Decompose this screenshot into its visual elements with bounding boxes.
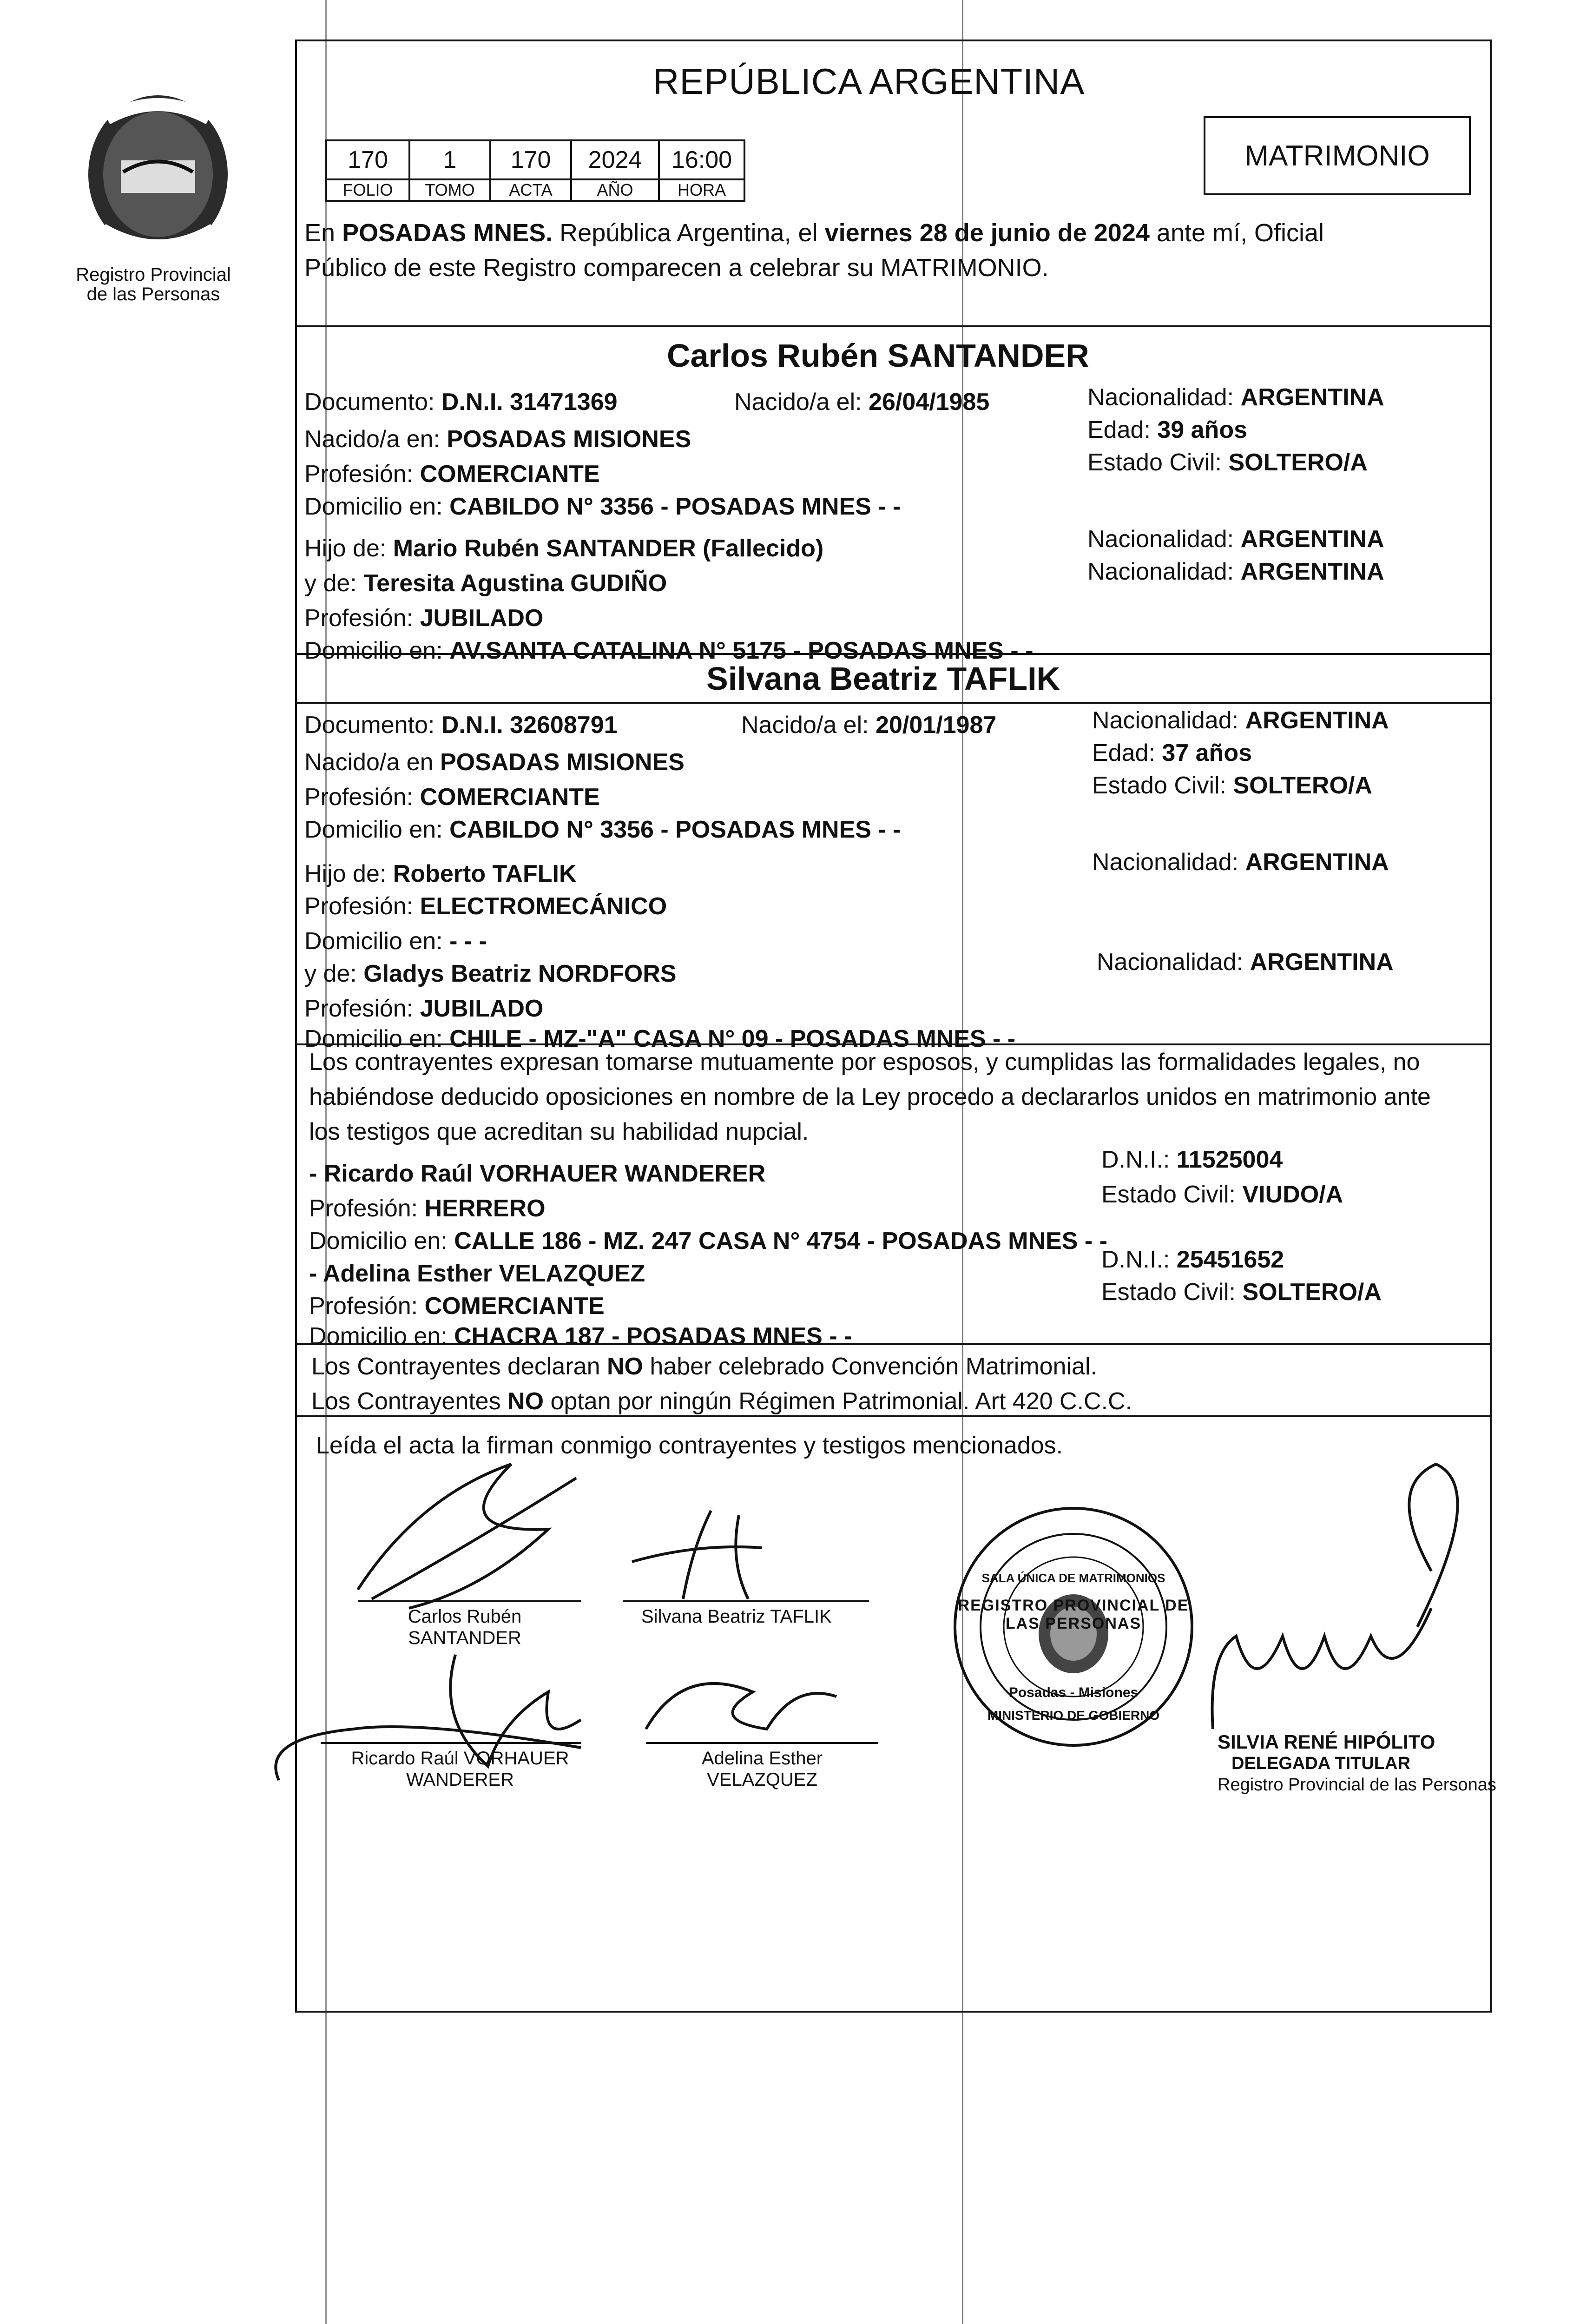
value: COMERCIANTE: [420, 784, 600, 811]
value: Gladys Beatriz NORDFORS: [363, 960, 677, 987]
anio-value: 2024: [571, 140, 659, 179]
value: CABILDO N° 3356 - POSADAS MNES - -: [449, 816, 901, 843]
value: COMERCIANTE: [420, 461, 600, 488]
intro-place: POSADAS MNES.: [342, 219, 553, 247]
officer-title: DELEGADA TITULAR: [1231, 1754, 1410, 1773]
label: Nacionalidad:: [1092, 849, 1239, 876]
label: Profesión:: [304, 893, 414, 920]
witness-1-name: - Ricardo Raúl VORHAUER WANDERER: [309, 1160, 766, 1187]
witness-2-signature-caption: [655, 1748, 869, 1790]
seal-inner-text: SALA ÚNICA DE MATRIMONIOS: [981, 1571, 1165, 1585]
value: 20/01/1987: [876, 712, 997, 739]
witness-2-name: - Adelina Esther VELAZQUEZ: [309, 1260, 645, 1287]
label: Nacionalidad:: [1087, 558, 1234, 585]
value: JUBILADO: [420, 605, 544, 632]
hora-label: HORA: [659, 179, 744, 201]
value: AV.SANTA CATALINA N° 5175 - POSADAS MNES - -: [449, 637, 1034, 664]
label: Edad:: [1092, 739, 1155, 766]
officer-office: Registro Provincial de las Personas: [1218, 1775, 1496, 1795]
label: Nacionalidad:: [1087, 526, 1234, 553]
value: 39 años: [1157, 416, 1247, 443]
caption-line: VELAZQUEZ: [707, 1769, 817, 1790]
folio-label: FOLIO: [326, 179, 409, 201]
label: D.N.I.:: [1101, 1146, 1170, 1173]
label: Domicilio en:: [304, 928, 443, 955]
label: y de:: [304, 960, 357, 987]
intro-text: República Argentina, el: [560, 219, 818, 247]
officer-signature-caption: [1218, 1731, 1496, 1796]
value: Roberto TAFLIK: [393, 860, 577, 887]
label: Nacido/a el:: [741, 712, 869, 739]
value: ARGENTINA: [1240, 384, 1384, 411]
logo-caption: Registro Provincial de las Personas: [76, 264, 231, 304]
emphasis: NO: [606, 1353, 643, 1380]
label: Profesión:: [304, 995, 414, 1022]
witness-1-signature-caption: [335, 1748, 586, 1790]
value: D.N.I. 32608791: [441, 712, 618, 739]
label: Nacido/a el:: [734, 389, 862, 416]
label: Profesión:: [304, 461, 414, 488]
label: Domicilio en:: [309, 1323, 448, 1350]
label: Estado Civil:: [1087, 449, 1222, 476]
text: Los Contrayentes declaran: [311, 1353, 600, 1380]
acta-value: 170: [490, 140, 571, 179]
groom-name: Carlos Rubén SANTANDER: [667, 337, 1089, 374]
value: D.N.I. 31471369: [441, 389, 618, 416]
page-title: REPÚBLICA ARGENTINA: [653, 61, 1085, 102]
value: CHACRA 187 - POSADAS MNES - -: [454, 1323, 852, 1350]
intro-line-2: Público de este Registro comparecen a celebrar su MATRIMONIO.: [304, 254, 1049, 282]
label: Estado Civil:: [1101, 1279, 1236, 1306]
official-seal: [948, 1501, 1199, 1752]
label: Nacido/a en: [304, 749, 434, 776]
value: CALLE 186 - MZ. 247 CASA N° 4754 - POSADAS MNES - -: [454, 1228, 1107, 1254]
intro-text: ante mí, Oficial: [1156, 219, 1324, 247]
bride-signature-caption: Silvana Beatriz TAFLIK: [641, 1606, 832, 1627]
caption-line: WANDERER: [406, 1769, 514, 1790]
declaration-line-3: los testigos que acreditan su habilidad nupcial.: [309, 1118, 809, 1145]
tomo-label: TOMO: [409, 179, 490, 201]
anio-label: AÑO: [571, 179, 659, 201]
label: Profesión:: [309, 1195, 418, 1222]
label: Documento:: [304, 389, 435, 416]
label: Nacido/a en:: [304, 426, 440, 453]
value: ELECTROMECÁNICO: [420, 893, 667, 920]
caption-line: Carlos Rubén: [408, 1606, 522, 1627]
act-type-box: MATRIMONIO: [1204, 116, 1471, 195]
groom-signature-caption: [367, 1606, 562, 1649]
value: HERRERO: [424, 1195, 546, 1222]
closing-text: Leída el acta la firman conmigo contrayentes y testigos mencionados.: [316, 1432, 1063, 1459]
value: ARGENTINA: [1245, 707, 1389, 734]
label: Nacionalidad:: [1087, 384, 1234, 411]
value: JUBILADO: [420, 995, 544, 1022]
label: Documento:: [304, 712, 435, 739]
label: Profesión:: [309, 1293, 418, 1320]
label: Profesión:: [304, 605, 414, 632]
caption-line: Ricardo Raúl VORHAUER: [351, 1748, 569, 1769]
label: y de:: [304, 570, 357, 597]
value: SOLTERO/A: [1242, 1279, 1382, 1306]
folio-value: 170: [326, 140, 409, 179]
declaration-line-1: Los contrayentes expresan tomarse mutuamente por esposos, y cumplidas las formalidades legales, no: [309, 1049, 1420, 1076]
value: 26/04/1985: [869, 389, 990, 416]
value: 37 años: [1162, 739, 1252, 766]
label: Hijo de:: [304, 535, 387, 562]
caption-line: SANTANDER: [408, 1628, 521, 1648]
hora-value: 16:00: [659, 140, 744, 179]
bride-name: Silvana Beatriz TAFLIK: [706, 660, 1060, 697]
value: - - -: [449, 928, 487, 955]
value: ARGENTINA: [1245, 849, 1389, 876]
value: Mario Rubén SANTANDER (Fallecido): [393, 535, 824, 562]
label: Edad:: [1087, 416, 1151, 443]
value: POSADAS MISIONES: [440, 749, 685, 776]
value: CHILE - MZ-"A" CASA N° 09 - POSADAS MNES - -: [449, 1025, 1016, 1052]
label: Domicilio en:: [304, 637, 443, 664]
label: Domicilio en:: [304, 1025, 443, 1052]
value: SOLTERO/A: [1233, 772, 1372, 799]
value: CABILDO N° 3356 - POSADAS MNES - -: [449, 493, 901, 520]
label: Domicilio en:: [309, 1228, 448, 1254]
value: VIUDO/A: [1242, 1181, 1343, 1208]
declaration-line-2: habiéndose deducido oposiciones en nombre de la Ley procedo a declararlos unidos en matrimonio ante: [309, 1083, 1431, 1110]
label: Estado Civil:: [1101, 1181, 1236, 1208]
officer-name: SILVIA RENÉ HIPÓLITO: [1218, 1731, 1435, 1753]
acta-label: ACTA: [490, 179, 571, 201]
intro-prefix: En: [304, 219, 336, 247]
value: ARGENTINA: [1250, 949, 1394, 976]
label: Domicilio en:: [304, 816, 443, 843]
tomo-value: 1: [409, 140, 490, 179]
value: 11525004: [1176, 1146, 1283, 1173]
value: COMERCIANTE: [424, 1293, 605, 1320]
caption-line: Adelina Esther: [701, 1748, 823, 1769]
emphasis: NO: [507, 1388, 544, 1415]
text: Los Contrayentes: [311, 1388, 501, 1415]
label: Nacionalidad:: [1097, 949, 1244, 976]
intro-date: viernes 28 de junio de 2024: [824, 219, 1150, 247]
label: Domicilio en:: [304, 493, 443, 520]
label: Estado Civil:: [1092, 772, 1226, 799]
label: Profesión:: [304, 784, 414, 811]
seal-outer-text: REGISTRO PROVINCIAL DE LAS PERSONAS: [958, 1597, 1189, 1632]
value: POSADAS MISIONES: [447, 426, 691, 453]
text: optan por ningún Régimen Patrimonial. Art 420 C.C.C.: [550, 1388, 1132, 1415]
label: D.N.I.:: [1101, 1246, 1170, 1273]
seal-city-text: Posadas - Misiones: [1008, 1685, 1139, 1700]
value: ARGENTINA: [1240, 526, 1384, 553]
value: Teresita Agustina GUDIÑO: [363, 570, 667, 597]
label: Hijo de:: [304, 860, 387, 887]
value: SOLTERO/A: [1228, 449, 1368, 476]
value: 25451652: [1176, 1246, 1284, 1273]
text: haber celebrado Convención Matrimonial.: [650, 1353, 1097, 1380]
seal-bottom-text: MINISTERIO DE GOBIERNO: [987, 1708, 1160, 1723]
label: Nacionalidad:: [1092, 707, 1239, 734]
value: ARGENTINA: [1240, 558, 1384, 585]
